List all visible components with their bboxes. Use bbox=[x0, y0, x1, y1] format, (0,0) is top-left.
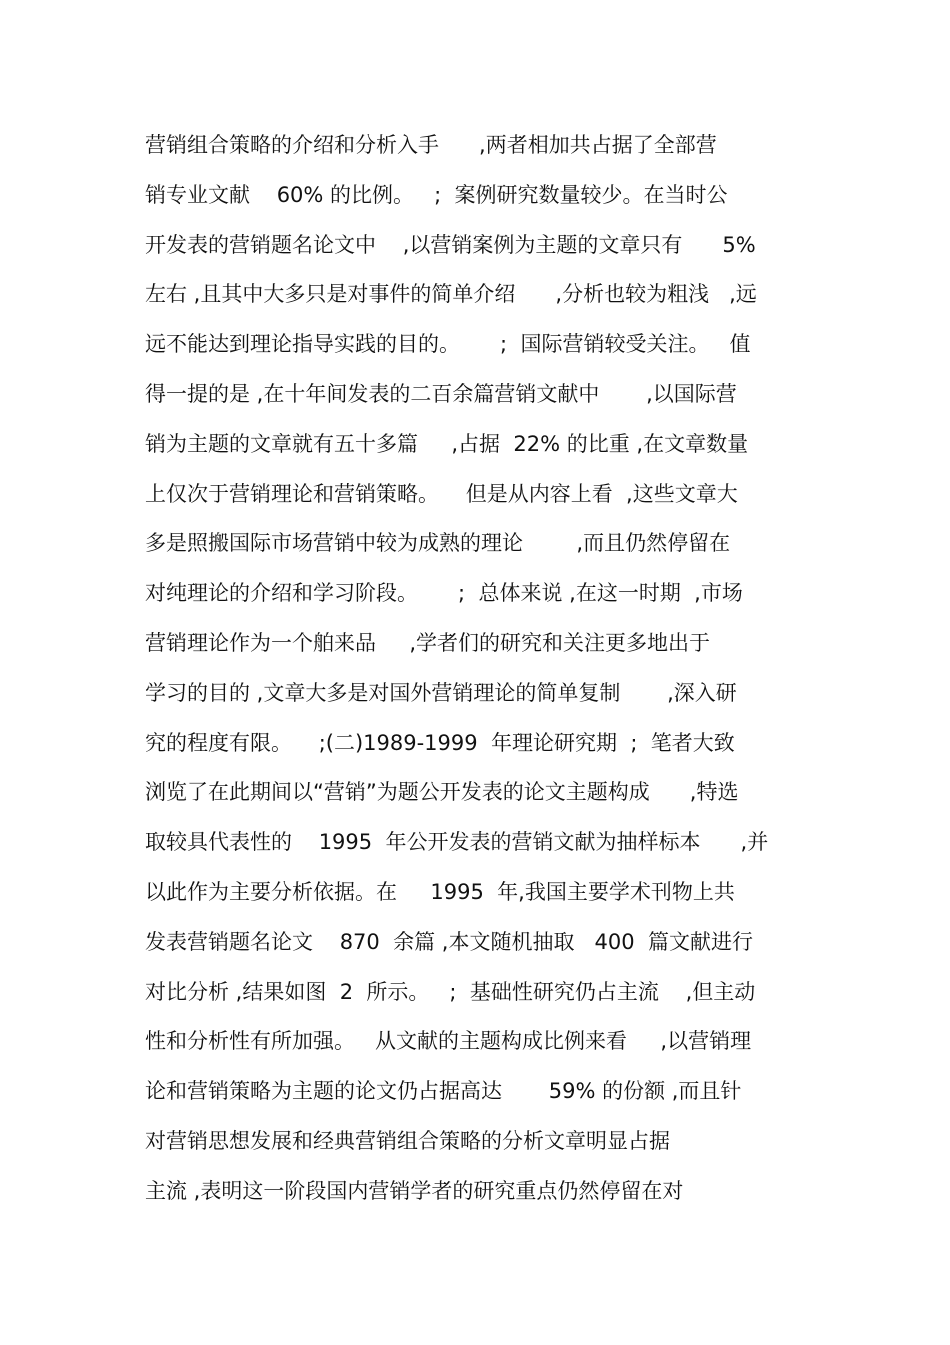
text-line: 论和营销策略为主题的论文仍占据高达 59% 的份额 ,而且针 bbox=[145, 1079, 742, 1104]
text-line: 销为主题的文章就有五十多篇 ,占据 22% 的比重 ,在文章数量 bbox=[145, 431, 749, 456]
body-text bbox=[145, 126, 825, 1222]
text-line: 浏览了在此期间以“营销”为题公开发表的论文主题构成 ,特选 bbox=[145, 780, 739, 805]
text-line: 得一提的是 ,在十年间发表的二百余篇营销文献中 ,以国际营 bbox=[145, 381, 737, 406]
text-line: 对比分析 ,结果如图 2 所示。 ; 基础性研究仍占主流 ,但主动 bbox=[145, 979, 756, 1004]
text-line: 销专业文献 60% 的比例。 ; 案例研究数量较少。在当时公 bbox=[145, 182, 728, 207]
text-line: 发表营销题名论文 870 余篇 ,本文随机抽取 400 篇文献进行 bbox=[145, 929, 753, 954]
text-line: 学习的目的 ,文章大多是对国外营销理论的简单复制 ,深入研 bbox=[145, 680, 737, 705]
text-line: 主流 ,表明这一阶段国内营销学者的研究重点仍然停留在对 bbox=[145, 1178, 684, 1203]
text-line: 多是照搬国际市场营销中较为成熟的理论 ,而且仍然停留在 bbox=[145, 531, 731, 556]
text-line: 营销组合策略的介绍和分析入手 ,两者相加共占据了全部营 bbox=[145, 133, 717, 157]
text-line: 对纯理论的介绍和学习阶段。 ; 总体来说 ,在这一时期 ,市场 bbox=[145, 581, 743, 606]
text-line: 究的程度有限。 ;(二)1989-1999 年理论研究期 ; 笔者大致 bbox=[145, 730, 735, 755]
text-line: 性和分析性有所加强。 从文献的主题构成比例来看 ,以营销理 bbox=[145, 1029, 752, 1054]
text-line: 营销理论作为一个舶来品 ,学者们的研究和关注更多地出于 bbox=[145, 630, 711, 655]
text-line: 以此作为主要分析依据。在 1995 年,我国主要学术刊物上共 bbox=[145, 879, 735, 904]
text-line: 对营销思想发展和经典营销组合策略的分析文章明显占据 bbox=[145, 1128, 670, 1153]
text-line: 取较具代表性的 1995 年公开发表的营销文献为抽样标本 ,并 bbox=[145, 830, 769, 855]
text-line: 上仅次于营销理论和营销策略。 但是从内容上看 ,这些文章大 bbox=[145, 481, 738, 506]
text-line: 开发表的营销题名论文中 ,以营销案例为主题的文章只有 5% bbox=[145, 232, 756, 257]
text-line: 远不能达到理论指导实践的目的。 ; 国际营销较受关注。 值 bbox=[145, 332, 751, 357]
text-line: 左右 ,且其中大多只是对事件的简单介绍 ,分析也较为粗浅 ,远 bbox=[145, 282, 757, 307]
